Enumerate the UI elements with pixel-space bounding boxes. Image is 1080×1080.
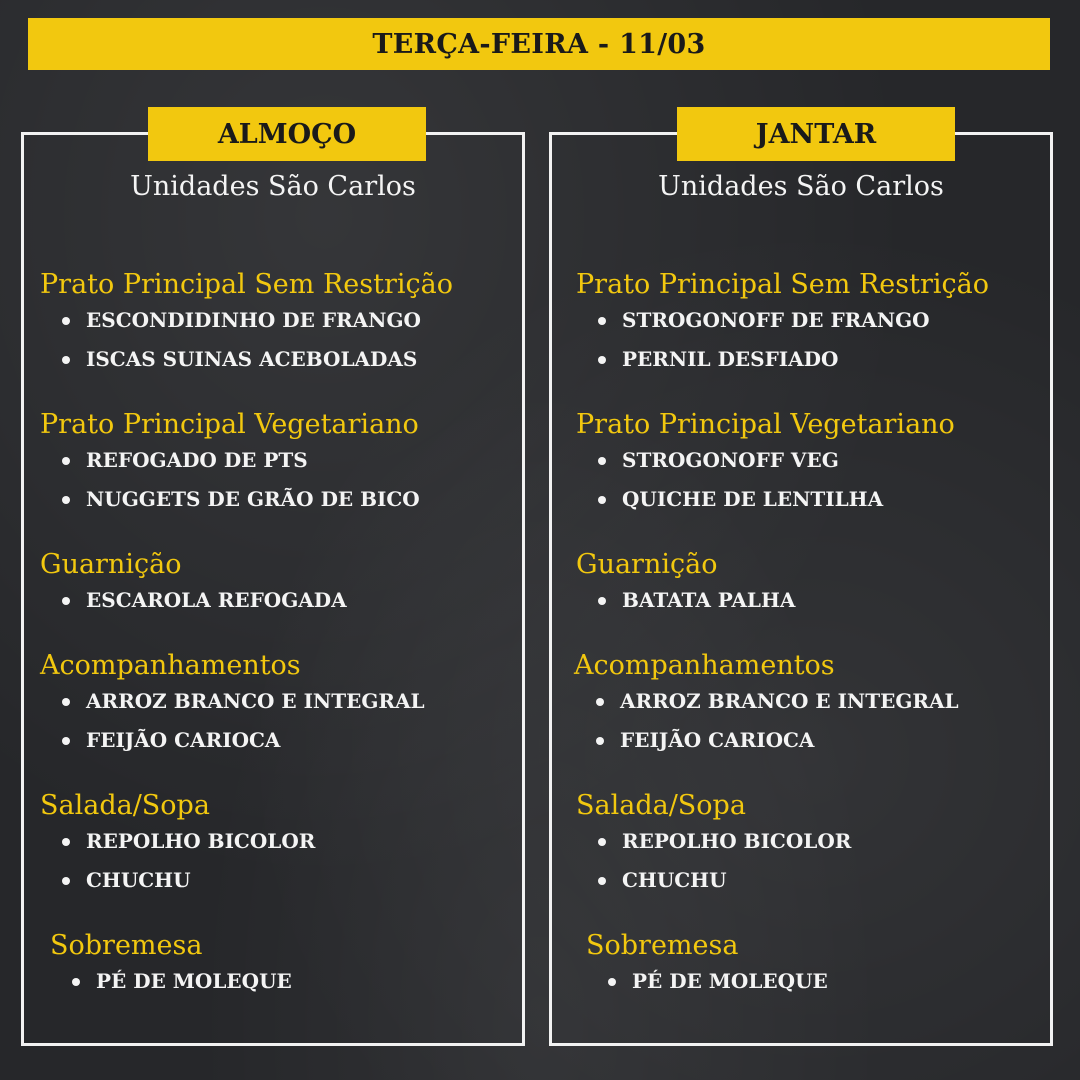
section-side xyxy=(40,549,347,620)
menu-item: PÉ DE MOLEQUE xyxy=(50,962,292,1001)
menu-item: FEIJÃO CARIOCA xyxy=(574,721,959,760)
menu-item: CHUCHU xyxy=(40,861,315,900)
section-dessert xyxy=(50,930,292,1001)
date-banner: TERÇA-FEIRA - 11/03 xyxy=(28,18,1050,70)
menu-item: CHUCHU xyxy=(576,861,851,900)
unit-subtitle: Unidades São Carlos xyxy=(130,171,416,202)
menu-item: REPOLHO BICOLOR xyxy=(40,822,315,861)
menu-item: PERNIL DESFIADO xyxy=(576,340,989,379)
section-title: Sobremesa xyxy=(586,930,739,961)
menu-item: ARROZ BRANCO E INTEGRAL xyxy=(574,682,959,721)
menu-item: PÉ DE MOLEQUE xyxy=(586,962,828,1001)
menu-item: QUICHE DE LENTILHA xyxy=(576,480,955,519)
menu-item: REPOLHO BICOLOR xyxy=(576,822,851,861)
dinner-panel xyxy=(549,118,1053,1046)
meal-tab-dinner: JANTAR xyxy=(677,107,955,161)
section-title: Sobremesa xyxy=(50,930,203,961)
section-vegetarian xyxy=(576,409,955,519)
menu-item: NUGGETS DE GRÃO DE BICO xyxy=(40,480,420,519)
section-main-dish xyxy=(40,269,453,379)
section-title: Salada/Sopa xyxy=(40,790,210,821)
section-salad-soup xyxy=(40,790,315,900)
section-dessert xyxy=(586,930,828,1001)
section-title: Prato Principal Vegetariano xyxy=(576,409,955,440)
lunch-panel xyxy=(21,118,525,1046)
menu-item: ESCONDIDINHO DE FRANGO xyxy=(40,301,453,340)
menu-item: ESCAROLA REFOGADA xyxy=(40,581,347,620)
section-title: Prato Principal Sem Restrição xyxy=(40,269,454,300)
menu-item: ARROZ BRANCO E INTEGRAL xyxy=(40,682,425,721)
menu-item: ISCAS SUINAS ACEBOLADAS xyxy=(40,340,453,379)
section-title: Salada/Sopa xyxy=(576,790,746,821)
section-accompaniments xyxy=(574,650,959,760)
section-title: Guarnição xyxy=(576,549,718,580)
meal-tab-lunch: ALMOÇO xyxy=(148,107,426,161)
section-title: Acompanhamentos xyxy=(574,650,835,681)
menu-item: FEIJÃO CARIOCA xyxy=(40,721,425,760)
section-title: Prato Principal Vegetariano xyxy=(40,409,419,440)
section-main-dish xyxy=(576,269,989,379)
menu-item: BATATA PALHA xyxy=(576,581,795,620)
section-accompaniments xyxy=(40,650,425,760)
section-salad-soup xyxy=(576,790,851,900)
menu-item: STROGONOFF VEG xyxy=(576,441,955,480)
menu-item: REFOGADO DE PTS xyxy=(40,441,420,480)
unit-subtitle: Unidades São Carlos xyxy=(658,171,944,202)
section-vegetarian xyxy=(40,409,420,519)
section-title: Acompanhamentos xyxy=(40,650,301,681)
section-title: Prato Principal Sem Restrição xyxy=(576,269,990,300)
menu-item: STROGONOFF DE FRANGO xyxy=(576,301,989,340)
section-title: Guarnição xyxy=(40,549,182,580)
section-side xyxy=(576,549,795,620)
